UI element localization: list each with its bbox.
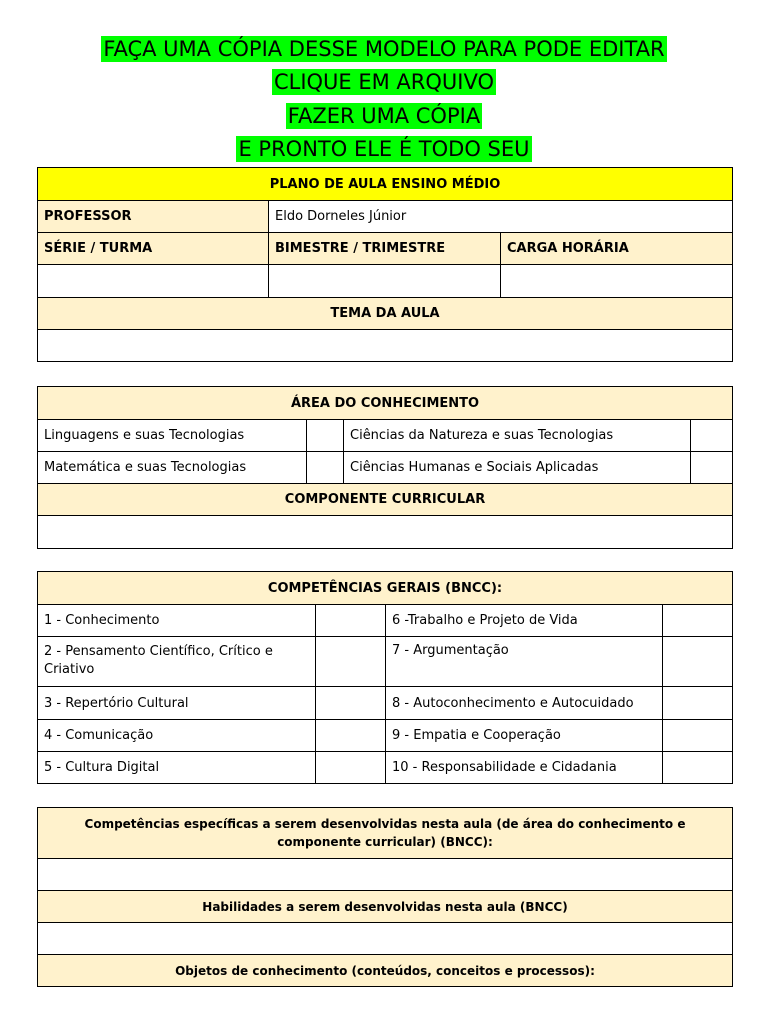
- competencia-item-6: 6 -Trabalho e Projeto de Vida: [386, 605, 663, 637]
- bimestre-label: BIMESTRE / TRIMESTRE: [269, 233, 501, 265]
- plan-title: PLANO DE AULA ENSINO MÉDIO: [38, 168, 733, 201]
- professor-value[interactable]: Eldo Dorneles Júnior: [269, 201, 733, 233]
- competencia-check-8[interactable]: [663, 687, 733, 720]
- bimestre-value[interactable]: [269, 265, 501, 298]
- competencia-check-5[interactable]: [316, 752, 386, 784]
- competencia-item-5: 5 - Cultura Digital: [38, 752, 316, 784]
- area-item-linguagens: Linguagens e suas Tecnologias: [38, 420, 307, 452]
- competencias-title: COMPETÊNCIAS GERAIS (BNCC):: [38, 572, 733, 605]
- area-item-matematica: Matemática e suas Tecnologias: [38, 452, 307, 484]
- tema-label: TEMA DA AULA: [38, 298, 733, 330]
- serie-value[interactable]: [38, 265, 269, 298]
- competencia-item-8: 8 - Autoconhecimento e Autocuidado: [386, 687, 663, 720]
- banner-text-3: FAZER UMA CÓPIA: [287, 104, 481, 128]
- competencia-check-3[interactable]: [316, 687, 386, 720]
- banner-text-1: FAÇA UMA CÓPIA DESSE MODELO PARA PODE EDITAR: [103, 37, 665, 61]
- area-item-natureza: Ciências da Natureza e suas Tecnologias: [344, 420, 691, 452]
- area-check-linguagens[interactable]: [307, 420, 344, 452]
- area-item-humanas: Ciências Humanas e Sociais Aplicadas: [344, 452, 691, 484]
- competencias-especificas-label: Competências específicas a serem desenvolvidas nesta aula (de área do conhecimento e componente curricular) (BNCC):: [38, 808, 733, 859]
- componente-value[interactable]: [38, 516, 733, 549]
- competencia-item-4: 4 - Comunicação: [38, 720, 316, 752]
- competencia-check-7[interactable]: [663, 637, 733, 687]
- competencia-item-9: 9 - Empatia e Cooperação: [386, 720, 663, 752]
- area-table: [37, 386, 733, 549]
- area-check-humanas[interactable]: [691, 452, 733, 484]
- carga-label: CARGA HORÁRIA: [501, 233, 733, 265]
- competencia-item-3: 3 - Repertório Cultural: [38, 687, 316, 720]
- tema-value[interactable]: [38, 330, 733, 362]
- competencias-especificas-value[interactable]: [38, 859, 733, 891]
- competencia-check-1[interactable]: [316, 605, 386, 637]
- banner-line-2: [0, 69, 768, 95]
- competencia-check-6[interactable]: [663, 605, 733, 637]
- banner-text-2: CLIQUE EM ARQUIVO: [273, 70, 495, 94]
- competencia-item-1: 1 - Conhecimento: [38, 605, 316, 637]
- serie-label: SÉRIE / TURMA: [38, 233, 269, 265]
- competencia-check-9[interactable]: [663, 720, 733, 752]
- componente-label: COMPONENTE CURRICULAR: [38, 484, 733, 516]
- competencia-item-2: 2 - Pensamento Científico, Crítico e Criativo: [38, 637, 316, 687]
- plan-table: [37, 167, 733, 362]
- professor-label: PROFESSOR: [38, 201, 269, 233]
- area-check-natureza[interactable]: [691, 420, 733, 452]
- especificas-table: [37, 807, 733, 987]
- banner-line-4: [0, 136, 768, 162]
- objetos-label: Objetos de conhecimento (conteúdos, conceitos e processos):: [38, 955, 733, 987]
- banner-line-1: [0, 36, 768, 62]
- banner-line-3: [0, 103, 768, 129]
- banner-text-4: E PRONTO ELE É TODO SEU: [238, 137, 530, 161]
- competencia-check-4[interactable]: [316, 720, 386, 752]
- competencia-check-2[interactable]: [316, 637, 386, 687]
- competencia-check-10[interactable]: [663, 752, 733, 784]
- competencias-table: [37, 571, 733, 784]
- competencia-item-7: 7 - Argumentação: [386, 637, 663, 687]
- carga-value[interactable]: [501, 265, 733, 298]
- habilidades-value[interactable]: [38, 923, 733, 955]
- habilidades-label: Habilidades a serem desenvolvidas nesta aula (BNCC): [38, 891, 733, 923]
- competencia-item-10: 10 - Responsabilidade e Cidadania: [386, 752, 663, 784]
- area-check-matematica[interactable]: [307, 452, 344, 484]
- area-title: ÁREA DO CONHECIMENTO: [38, 387, 733, 420]
